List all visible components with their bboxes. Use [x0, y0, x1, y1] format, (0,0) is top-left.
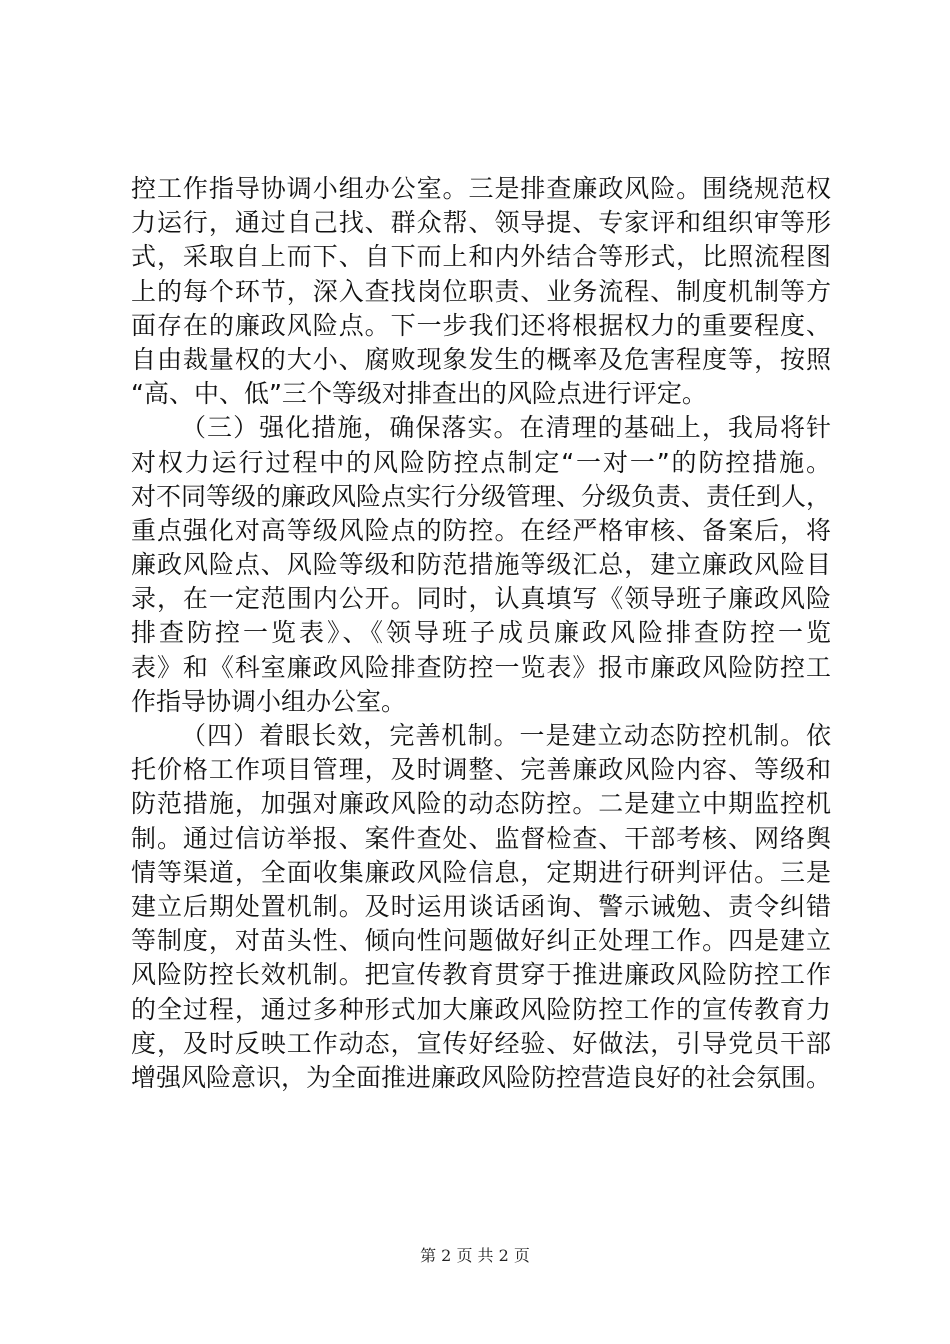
text-line: 重点强化对高等级风险点的防控。在经严格审核、备案后，将 [131, 515, 831, 545]
text-line: 自由裁量权的大小、腐败现象发生的概率及危害程度等，按照 [131, 344, 831, 374]
text-line: 建立后期处置机制。及时运用谈话函询、警示诫勉、责令纠错 [131, 891, 831, 921]
text-line: 情等渠道，全面收集廉政风险信息，定期进行研判评估。三是 [131, 857, 831, 887]
text-line: 的全过程，通过多种形式加大廉政风险防控工作的宣传教育力 [131, 994, 831, 1024]
text-line: 作指导协调小组办公室。 [131, 686, 407, 716]
text-line: 制。通过信访举报、案件查处、监督检查、干部考核、网络舆 [131, 823, 831, 853]
text-line: 力运行，通过自己找、群众帮、领导提、专家评和组织审等形 [131, 208, 831, 238]
text-line: 录，在一定范围内公开。同时，认真填写《领导班子廉政风险 [131, 584, 831, 614]
paragraph-first-line: （三）强化措施，确保落实。在清理的基础上，我局将针 [181, 413, 831, 443]
text-line: 式，采取自上而下、自下而上和内外结合等形式，比照流程图 [131, 242, 831, 272]
paragraph-first-line: （四）着眼长效，完善机制。一是建立动态防控机制。依 [181, 721, 831, 750]
text-line: 对不同等级的廉政风险点实行分级管理、分级负责、责任到人， [131, 481, 832, 511]
text-line: 控工作指导协调小组办公室。三是排查廉政风险。围绕规范权 [131, 174, 831, 203]
text-line: 上的每个环节，深入查找岗位职责、业务流程、制度机制等方 [131, 276, 831, 306]
body-text [131, 172, 831, 1095]
page-number-footer: 第 2 页 共 2 页 [420, 1246, 530, 1265]
text-line: 表》和《科室廉政风险排查防控一览表》报市廉政风险防控工 [131, 652, 831, 682]
text-line: 增强风险意识，为全面推进廉政风险防控营造良好的社会氛围。 [131, 1062, 832, 1092]
text-line: 面存在的廉政风险点。下一步我们还将根据权力的重要程度、 [131, 310, 831, 340]
text-line: 防范措施，加强对廉政风险的动态防控。二是建立中期监控机 [131, 789, 831, 819]
text-line: 等制度，对苗头性、倾向性问题做好纠正处理工作。四是建立 [131, 926, 831, 956]
text-line: 排查防控一览表》、《领导班子成员廉政风险排查防控一览 [131, 618, 831, 648]
text-line: 风险防控长效机制。把宣传教育贯穿于推进廉政风险防控工作 [131, 960, 831, 990]
text-line: 度，及时反映工作动态，宣传好经验、好做法，引导党员干部 [131, 1028, 831, 1058]
text-line: “高、中、低”三个等级对排查出的风险点进行评定。 [131, 379, 707, 409]
text-line: 托价格工作项目管理，及时调整、完善廉政风险内容、等级和 [131, 755, 831, 785]
text-line: 对权力运行过程中的风险防控点制定“一对一”的防控措施。 [131, 447, 831, 477]
text-line: 廉政风险点、风险等级和防范措施等级汇总，建立廉政风险目 [131, 550, 831, 580]
